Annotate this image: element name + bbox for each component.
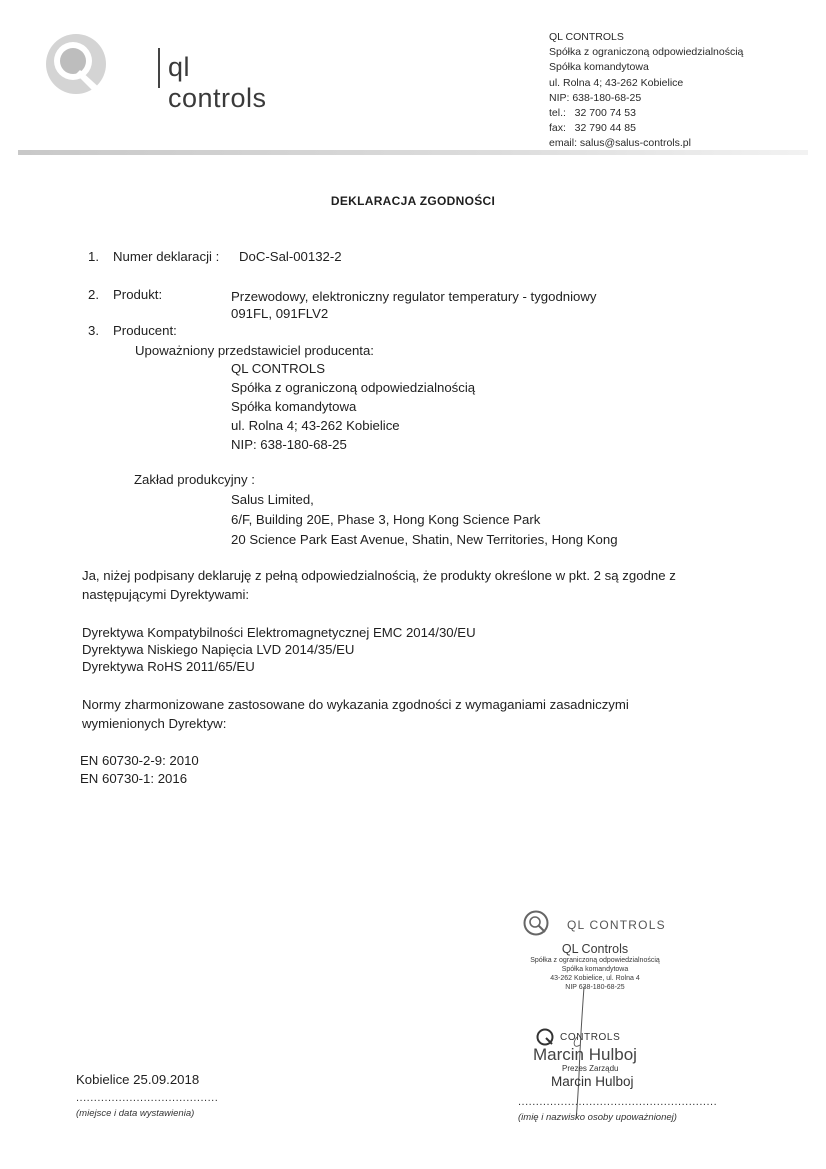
directive-item: Dyrektywa Niskiego Napięcia LVD 2014/35/EU: [82, 642, 355, 657]
item2-value-line1: Przewodowy, elektroniczny regulator temperatury - tygodniowy: [231, 289, 597, 304]
rep-line: NIP: 638-180-68-25: [231, 437, 347, 452]
item1-number: 1.: [88, 249, 99, 264]
company-name: QL CONTROLS: [549, 31, 624, 43]
declaration-line: Ja, niżej podpisany deklaruję z pełną odpowiedzialnością, że produkty określone w pkt. 2 są zgodne z: [82, 568, 676, 583]
rep-line: QL CONTROLS: [231, 361, 326, 376]
ql-stamp-icon: [536, 1028, 554, 1046]
company-form2: Spółka komandytowa: [549, 61, 649, 74]
signatory-dotted-line: ........................................................: [518, 1096, 718, 1108]
item2-value-line2: 091FL, 091FLV2: [231, 306, 329, 321]
rep-line: ul. Rolna 4; 43-262 Kobielice: [231, 418, 400, 433]
item2-number: 2.: [88, 287, 99, 302]
company-tel: tel.: 32 700 74 53: [549, 107, 636, 120]
logo-divider: [158, 48, 160, 88]
plant-label: Zakład produkcyjny :: [134, 472, 255, 487]
stamp-person-name: Marcin Hulboj: [533, 1045, 637, 1064]
place-date-caption: (miejsce i data wystawienia): [76, 1108, 195, 1119]
stamp-line: Spółka komandytowa: [561, 966, 629, 973]
company-fax: fax: 32 790 44 85: [549, 122, 636, 135]
stamp-line: NIP 638-180-68-25: [565, 984, 625, 991]
stamp-logo-text: QL CONTROLS: [567, 918, 666, 932]
directive-item: Dyrektywa Kompatybilności Elektromagnetycznej EMC 2014/30/EU: [82, 625, 476, 640]
item3-label: Producent:: [113, 323, 177, 338]
declaration-line: następującymi Dyrektywami:: [82, 587, 250, 602]
place-date-dotted-line: ........................................: [76, 1092, 219, 1104]
company-email: email: salus@salus-controls.pl: [549, 137, 691, 150]
plant-line: 6/F, Building 20E, Phase 3, Hong Kong Science Park: [231, 512, 541, 527]
plant-line: Salus Limited,: [231, 492, 314, 507]
company-stamp-logo: [523, 910, 673, 938]
stamp-person-role: Prezes Zarządu: [562, 1064, 619, 1073]
norms-intro-line: wymienionych Dyrektyw:: [82, 716, 227, 731]
header-divider: [18, 150, 808, 155]
norm-item: EN 60730-1: 2016: [80, 771, 188, 786]
company-address: ul. Rolna 4; 43-262 Kobielice: [549, 76, 684, 89]
authorized-rep-label: Upoważniony przedstawiciel producenta:: [135, 343, 374, 358]
stamp-person-name-2: Marcin Hulboj: [551, 1074, 634, 1089]
ql-stamp-icon: [523, 910, 549, 936]
item1-value: DoC-Sal-00132-2: [239, 249, 342, 264]
place-and-date: Kobielice 25.09.2018: [76, 1072, 200, 1087]
norm-item: EN 60730-2-9: 2010: [80, 753, 199, 768]
directive-item: Dyrektywa RoHS 2011/65/EU: [82, 659, 255, 674]
item2-label: Produkt:: [113, 287, 163, 302]
document-title: DEKLARACJA ZGODNOŚCI: [330, 194, 496, 208]
company-stamp: [510, 942, 680, 992]
stamp-logo2-text: CONTROLS: [560, 1032, 621, 1043]
company-nip: NIP: 638-180-68-25: [549, 91, 642, 104]
ql-logo-icon: [44, 32, 108, 96]
stamp-company: QL Controls: [561, 942, 629, 956]
item1-label: Numer deklaracji :: [113, 249, 220, 264]
rep-line: Spółka komandytowa: [231, 399, 357, 414]
item3-number: 3.: [88, 323, 99, 338]
company-address-block: [549, 30, 743, 152]
rep-line: Spółka z ograniczoną odpowiedzialnością: [231, 380, 476, 395]
plant-line: 20 Science Park East Avenue, Shatin, New Territories, Hong Kong: [231, 532, 618, 547]
ql-controls-logo: [44, 30, 284, 113]
company-form: Spółka z ograniczoną odpowiedzialnością: [549, 46, 744, 59]
stamp-line: Spółka z ograniczoną odpowiedzialnością: [530, 957, 660, 964]
signatory-caption: (imię i nazwisko osoby upoważnionej): [518, 1112, 677, 1123]
stamp-line: 43-262 Kobielice, ul. Rolna 4: [550, 975, 640, 982]
norms-intro-line: Normy zharmonizowane zastosowane do wykazania zgodności z wymaganiami zasadniczymi: [82, 697, 629, 712]
logo-text: ql controls: [168, 52, 267, 113]
